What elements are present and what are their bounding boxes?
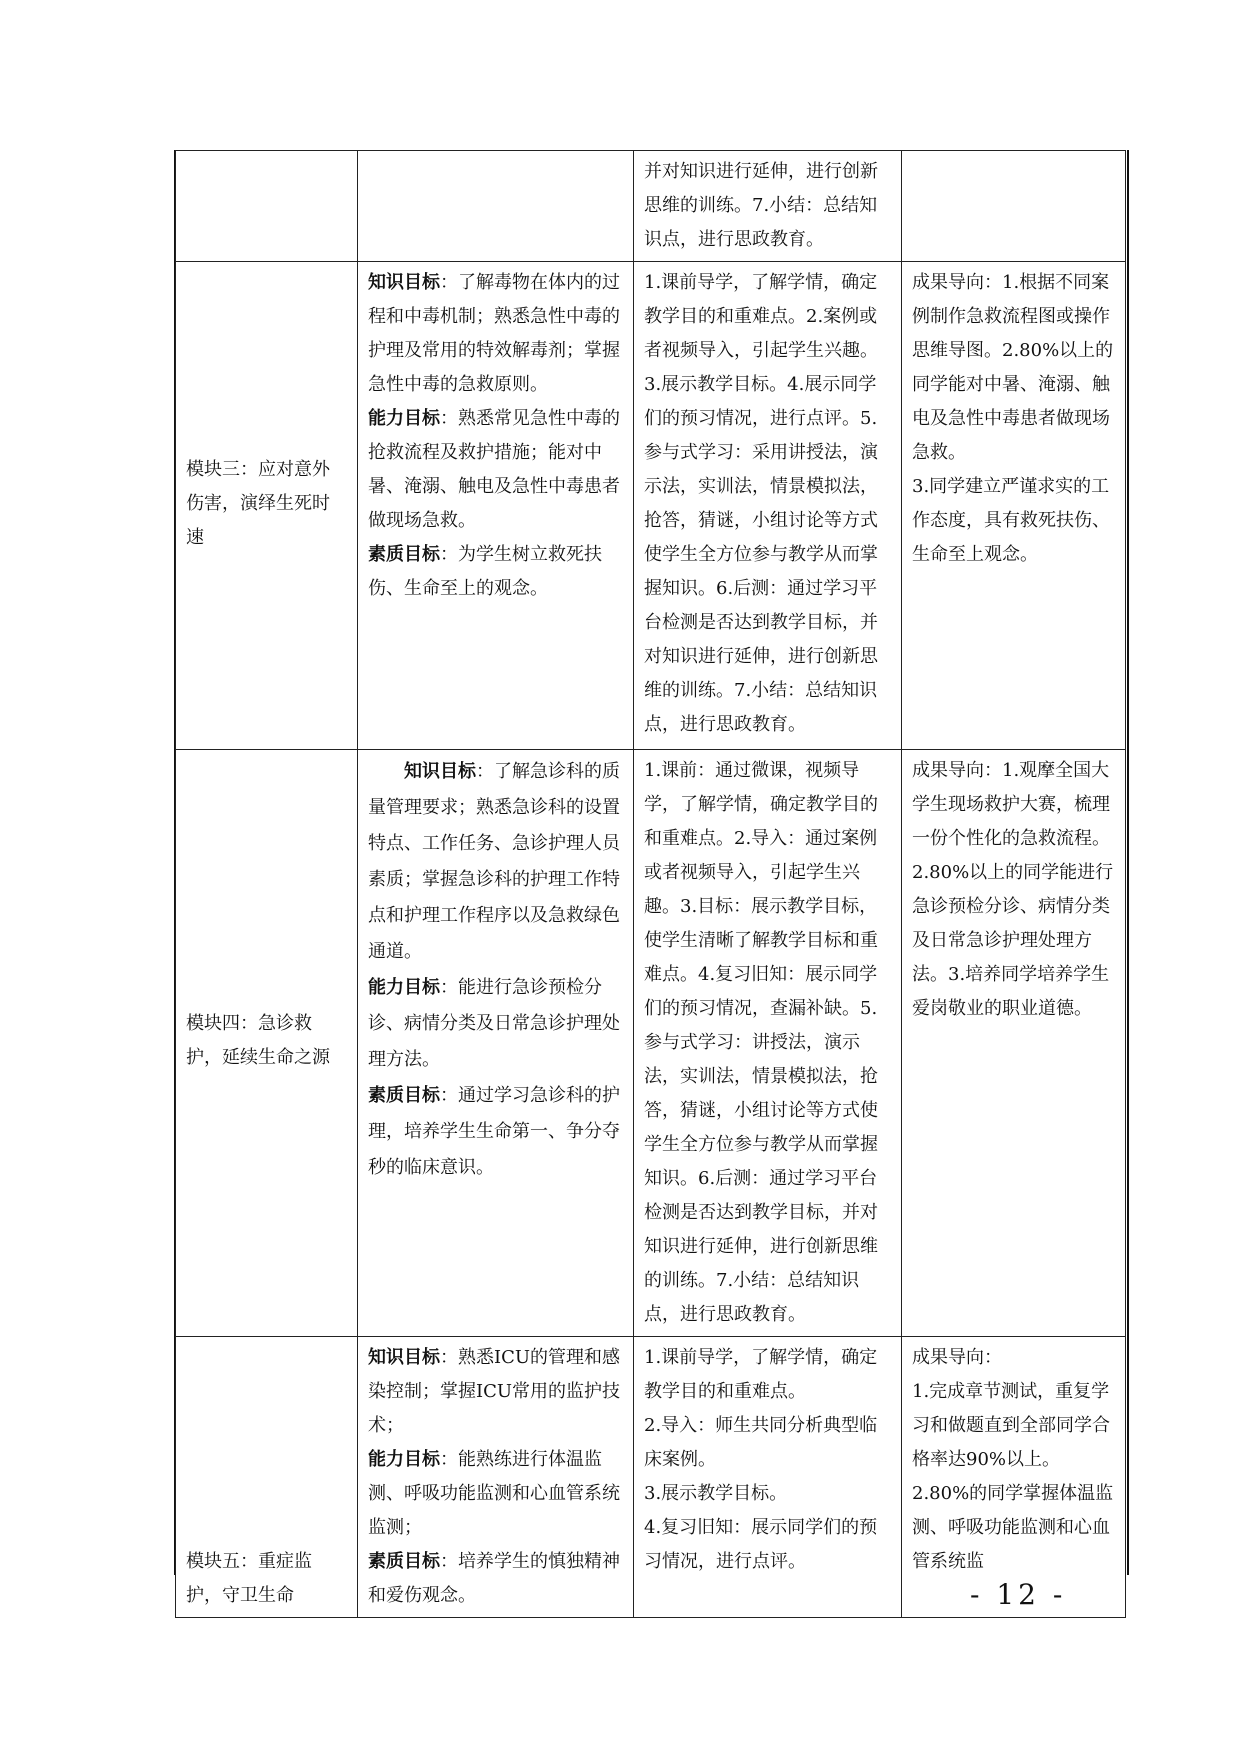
process-cell: 1.课前：通过微课，视频导学，了解学情，确定教学目的和重难点。2.导入：通过案例或者视频导入，引起学生兴趣。3.目标：展示教学目标，使学生清晰了解教学目标和重难点。4.复习旧知：展示同学们的预习情况，查漏补缺。5.参与式学习：讲授法，演示法，实训法，情景模拟法，抢答，猜谜，小组讨论等方式使学生全方位参与教学从而掌握知识。6.后测：通过学习平台检测是否达到教学目标，并对知识进行延伸，进行创新思维的训练。7.小结：总结知识点，进行思政教育。: [634, 750, 902, 1337]
goal-ability: [368, 1443, 623, 1545]
goal-label: 知识目标: [368, 272, 440, 293]
goal-quality: [368, 1545, 623, 1613]
table-row: [176, 262, 1126, 750]
goal-text: ：能进行急诊预检分诊、病情分类及日常急诊护理处理方法。: [368, 977, 620, 1070]
goals-cell: [358, 750, 634, 1337]
module-cell: 模块三：应对意外伤害，演绎生死时速: [176, 262, 358, 750]
goal-label: 能力目标: [368, 1449, 440, 1470]
page-number: - 12 -: [970, 1578, 1067, 1611]
goal-text: ：为学生树立救死扶伤、生命至上的观念。: [368, 544, 602, 599]
goal-label: 知识目标: [404, 761, 476, 782]
goal-ability: [368, 970, 623, 1078]
goal-knowledge: [368, 754, 623, 970]
goal-text: ：熟悉常见急性中毒的抢救流程及救护措施；能对中暑、淹溺、触电及急性中毒患者做现场急救。: [368, 408, 620, 531]
goals-cell: [358, 1337, 634, 1618]
goal-knowledge: [368, 1341, 623, 1443]
outcome-cell: [902, 151, 1126, 262]
curriculum-table: [175, 150, 1126, 1618]
table-row: [176, 151, 1126, 262]
goal-quality: [368, 1078, 623, 1186]
goal-label: 素质目标: [368, 1551, 440, 1572]
module-cell: 模块五：重症监护，守卫生命: [176, 1337, 358, 1618]
goal-text: ：培养学生的慎独精神和爱伤观念。: [368, 1551, 620, 1606]
goal-knowledge: [368, 266, 623, 402]
goals-cell: [358, 151, 634, 262]
module-cell: [176, 151, 358, 262]
goal-text: ：熟悉ICU的管理和感染控制；掌握ICU常用的监护技术；: [368, 1347, 621, 1436]
goal-label: 素质目标: [368, 1085, 440, 1106]
goal-text: ：能熟练进行体温监测、呼吸功能监测和心血管系统监测；: [368, 1449, 620, 1538]
table-row: [176, 1337, 1126, 1618]
goal-text: ：通过学习急诊科的护理，培养学生生命第一、争分夺秒的临床意识。: [368, 1085, 620, 1178]
module-cell: 模块四：急诊救护，延续生命之源: [176, 750, 358, 1337]
goal-label: 能力目标: [368, 408, 440, 429]
process-cell: 1.课前导学，了解学情，确定教学目的和重难点。 2.导入：师生共同分析典型临床案例。 3.展示教学目标。 4.复习旧知：展示同学们的预习情况，进行点评。: [634, 1337, 902, 1618]
goal-text: ：了解急诊科的质量管理要求；熟悉急诊科的设置特点、工作任务、急诊护理人员素质；掌握急诊科的护理工作特点和护理工作程序以及急救绿色通道。: [368, 761, 620, 962]
goal-text: ：了解毒物在体内的过程和中毒机制；熟悉急性中毒的护理及常用的特效解毒剂；掌握急性中毒的急救原则。: [368, 272, 620, 395]
outcome-cell: 成果导向：1.观摩全国大学生现场救护大赛，梳理一份个性化的急救流程。2.80%以上的同学能进行急诊预检分诊、病情分类及日常急诊护理处理方法。3.培养同学培养学生爱岗敬业的职业道德。: [902, 750, 1126, 1337]
process-cell: 1.课前导学，了解学情，确定教学目的和重难点。2.案例或者视频导入，引起学生兴趣。3.展示教学目标。4.展示同学们的预习情况，进行点评。5.参与式学习：采用讲授法，演示法，实训法，情景模拟法，抢答，猜谜，小组讨论等方式使学生全方位参与教学从而掌握知识。6.后测：通过学习平台检测是否达到教学目标，并对知识进行延伸，进行创新思维的训练。7.小结：总结知识点，进行思政教育。: [634, 262, 902, 750]
goals-cell: [358, 262, 634, 750]
outcome-cell: 成果导向： 1.完成章节测试，重复学习和做题直到全部同学合格率达90%以上。 2.80%的同学掌握体温监测、呼吸功能监测和心血管系统监: [902, 1337, 1126, 1618]
table-row: [176, 750, 1126, 1337]
goal-ability: [368, 402, 623, 538]
goal-label: 能力目标: [368, 977, 440, 998]
process-cell: 并对知识进行延伸，进行创新思维的训练。7.小结：总结知识点，进行思政教育。: [634, 151, 902, 262]
goal-quality: [368, 538, 623, 606]
outcome-cell: 成果导向：1.根据不同案例制作急救流程图或操作思维导图。2.80%以上的同学能对中暑、淹溺、触电及急性中毒患者做现场急救。 3.同学建立严谨求实的工作态度，具有救死扶伤、生命至上观念。: [902, 262, 1126, 750]
goal-label: 知识目标: [368, 1347, 440, 1368]
goal-label: 素质目标: [368, 544, 440, 565]
table-frame-right: [1127, 150, 1129, 1575]
